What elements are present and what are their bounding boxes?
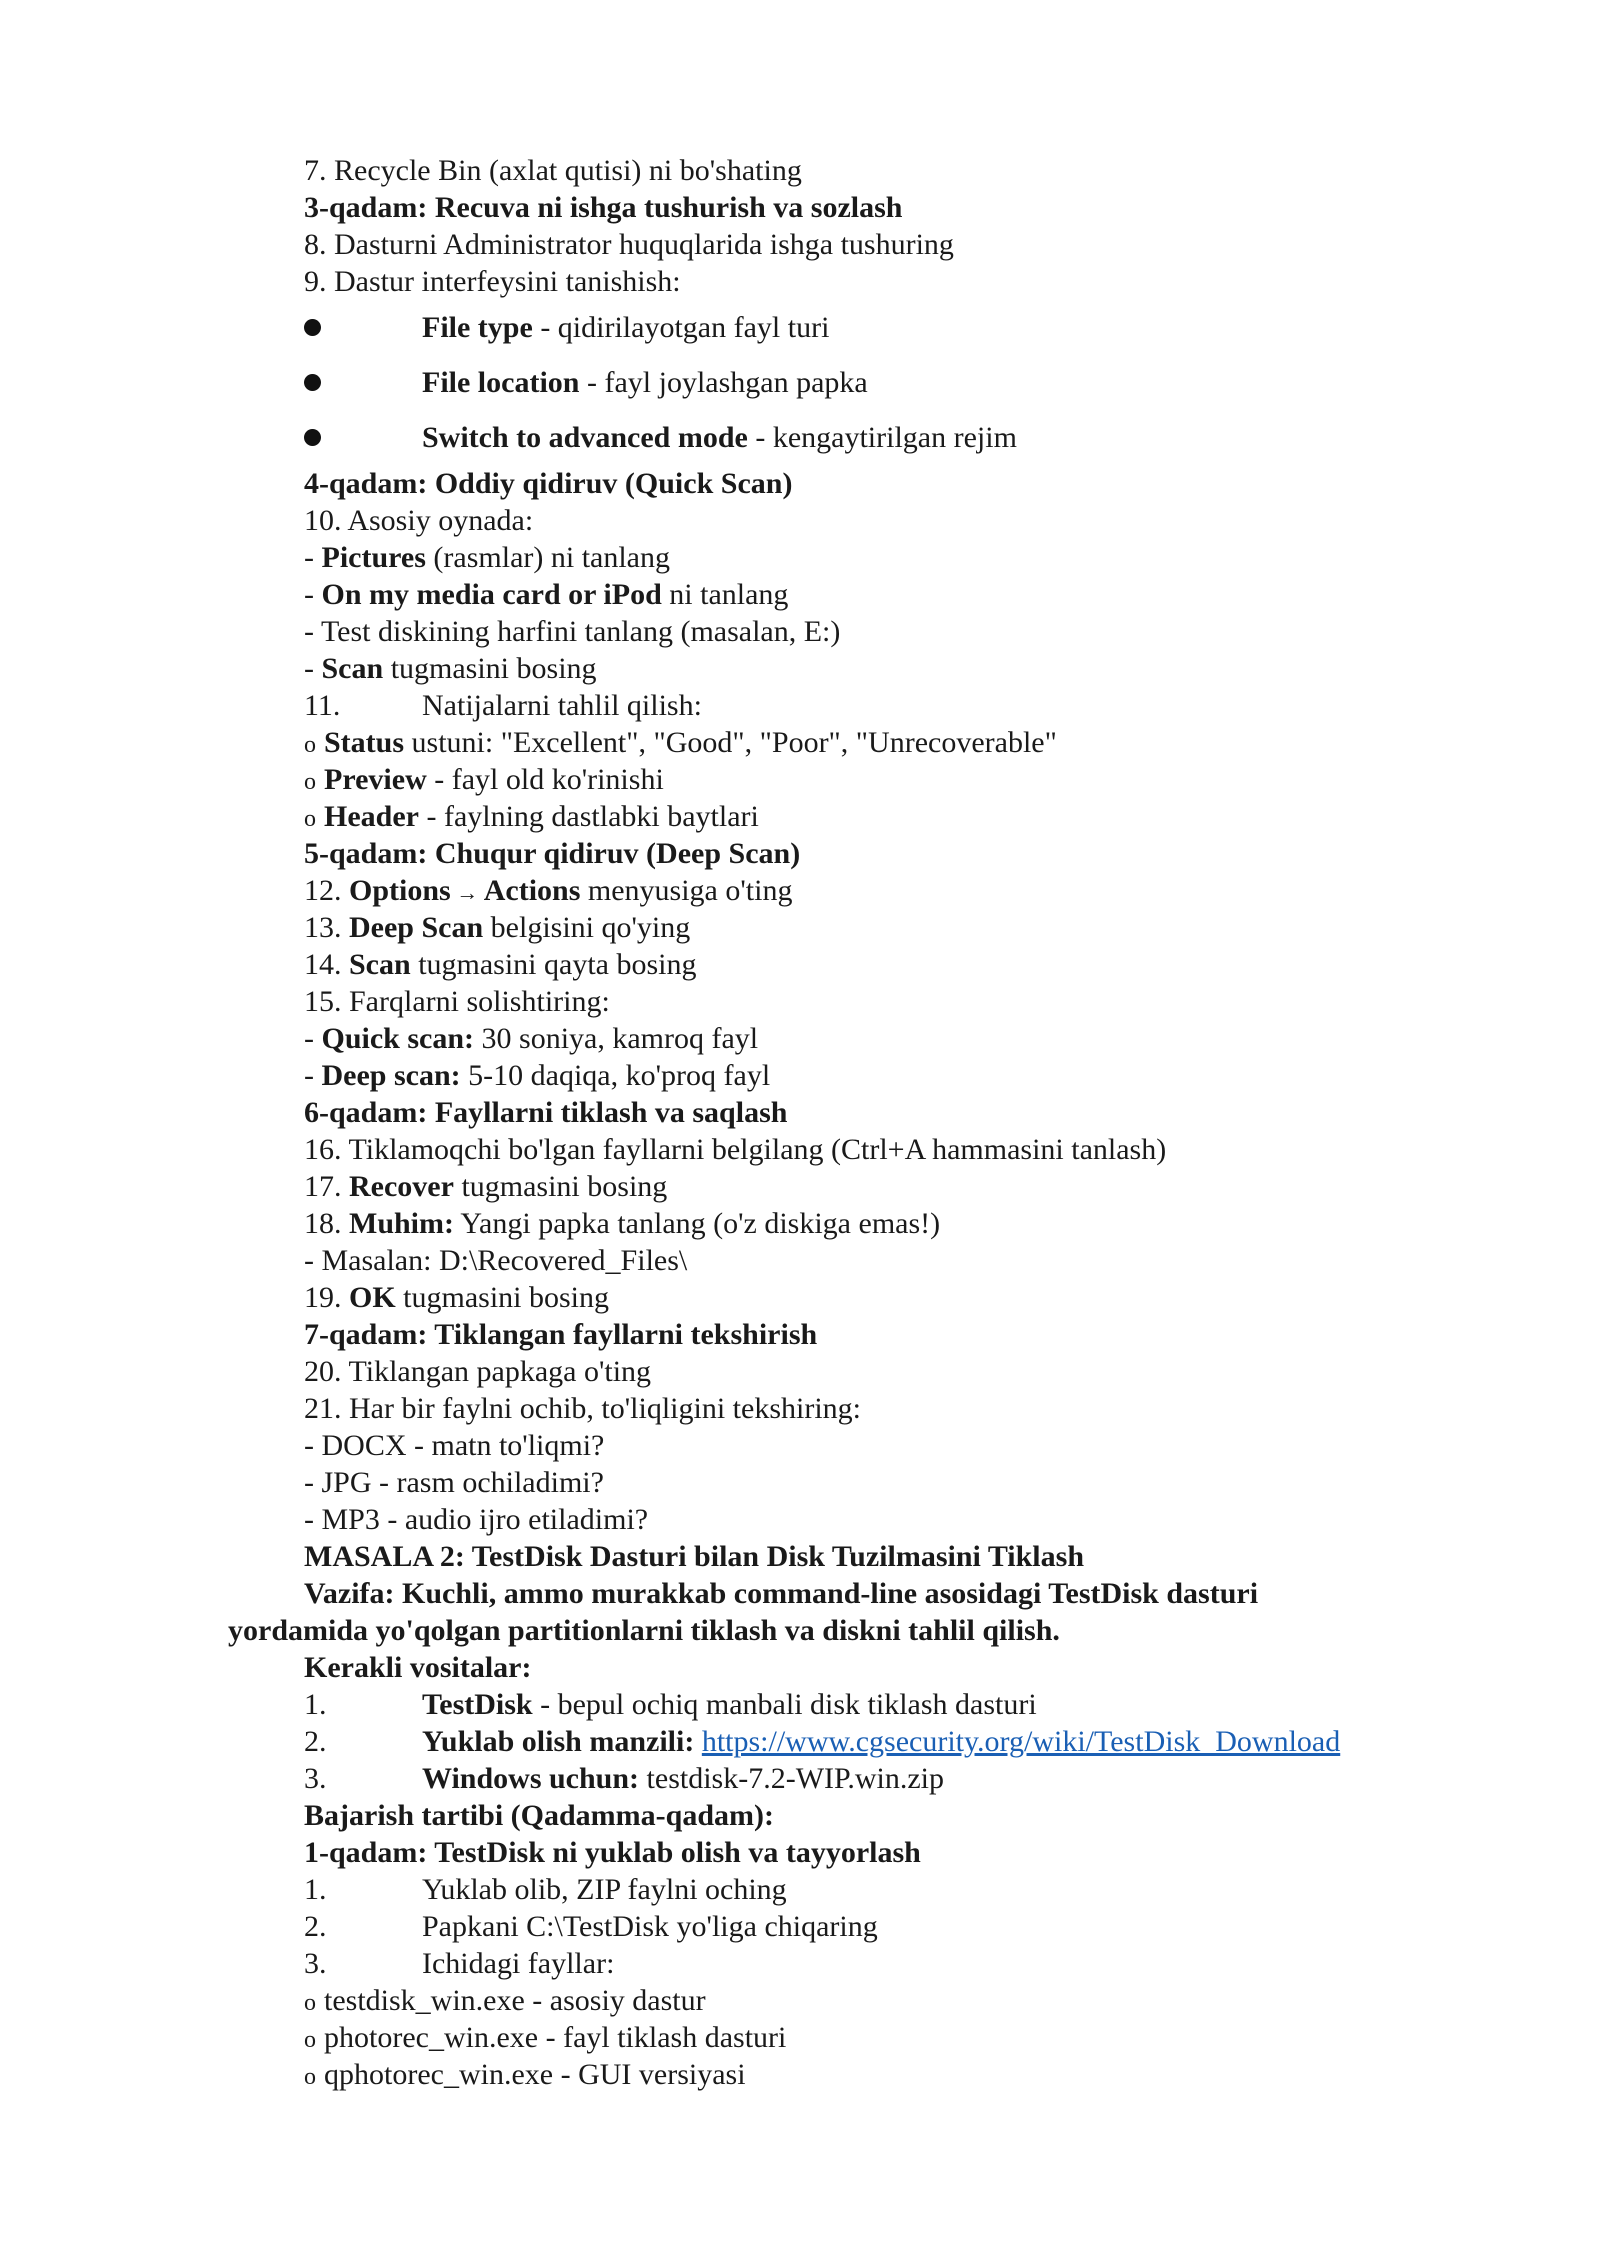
sub-step-1: 1. Yuklab olib, ZIP faylni oching: [304, 1873, 787, 1906]
step-18-line: 18. Muhim: Yangi papka tanlang (o'z diskiga emas!): [304, 1207, 941, 1240]
circle-bullet-icon: o: [304, 1990, 316, 2016]
check-docx: - DOCX - matn to'liqmi?: [304, 1429, 605, 1462]
sub-step-3: 3. Ichidagi fayllar:: [304, 1947, 615, 1980]
heading-step-3: 3-qadam: Recuva ni ishga tushurish va sozlash: [304, 191, 903, 224]
dash-media-card: - On my media card or iPod ni tanlang: [304, 578, 789, 611]
step-21-line: 21. Har bir faylni ochib, to'liqligini tekshiring:: [304, 1392, 861, 1425]
kerakli-vositalar-heading: Kerakli vositalar:: [304, 1651, 532, 1684]
step-9-line: 9. Dastur interfeysini tanishish:: [304, 265, 681, 298]
dash-pictures: - Pictures (rasmlar) ni tanlang: [304, 541, 670, 574]
step-13-line: 13. Deep Scan belgisini qo'ying: [304, 911, 691, 944]
step-11-line: 11. Natijalarni tahlil qilish:: [304, 689, 702, 722]
step-10-line: 10. Asosiy oynada:: [304, 504, 534, 537]
heading-step-4: 4-qadam: Oddiy qidiruv (Quick Scan): [304, 467, 793, 500]
bullet-file-type: File type - qidirilayotgan fayl turi: [304, 300, 1444, 355]
heading-step-5: 5-qadam: Chuqur qidiruv (Deep Scan): [304, 837, 801, 870]
file-item-qphotorec: o qphotorec_win.exe - GUI versiyasi: [304, 2056, 1444, 2093]
check-jpg: - JPG - rasm ochiladimi?: [304, 1466, 604, 1499]
vazifa-line-2: yordamida yo'qolgan partitionlarni tiklash va diskni tahlil qilish.: [228, 1614, 1060, 1647]
vazifa-line-1: Vazifa: Kuchli, ammo murakkab command-line asosidagi TestDisk dasturi: [304, 1577, 1259, 1610]
file-item-testdisk: o testdisk_win.exe - asosiy dastur: [304, 1982, 1444, 2019]
step-7-line: 7. Recycle Bin (axlat qutisi) ni bo'shating: [304, 154, 802, 187]
step-16-line: 16. Tiklamoqchi bo'lgan fayllarni belgilang (Ctrl+A hammasini tanlash): [304, 1133, 1167, 1166]
bullet-icon: [304, 429, 321, 446]
bullet-icon: [304, 319, 321, 336]
bullet-icon: [304, 374, 321, 391]
bullet-advanced-mode: Switch to advanced mode - kengaytirilgan rejim: [304, 410, 1444, 465]
tool-item-testdisk: 1. TestDisk - bepul ochiq manbali disk tiklash dasturi: [304, 1688, 1037, 1721]
dash-test-disk: - Test diskining harfini tanlang (masalan, E:): [304, 615, 841, 648]
sub-item-preview: o Preview - fayl old ko'rinishi: [304, 761, 1444, 798]
step-15-line: 15. Farqlarni solishtiring:: [304, 985, 610, 1018]
masala-2-heading: MASALA 2: TestDisk Dasturi bilan Disk Tuzilmasini Tiklash: [304, 1540, 1084, 1573]
sub-item-header: o Header - faylning dastlabki baytlari: [304, 798, 1444, 835]
circle-bullet-icon: o: [304, 806, 316, 832]
download-link[interactable]: https://www.cgsecurity.org/wiki/TestDisk_Download: [701, 1725, 1341, 1758]
heading-step-1: 1-qadam: TestDisk ni yuklab olish va tayyorlash: [304, 1836, 921, 1869]
step-17-line: 17. Recover tugmasini bosing: [304, 1170, 668, 1203]
arrow-right-icon: →: [450, 880, 484, 905]
circle-bullet-icon: o: [304, 769, 316, 795]
step-12-line: 12. Options → Actions menyusiga o'ting: [304, 874, 793, 907]
heading-step-7: 7-qadam: Tiklangan fayllarni tekshirish: [304, 1318, 818, 1351]
document-body: [228, 152, 1444, 2093]
circle-bullet-icon: o: [304, 2064, 316, 2090]
circle-bullet-icon: o: [304, 732, 316, 758]
heading-step-6: 6-qadam: Fayllarni tiklash va saqlash: [304, 1096, 788, 1129]
dash-scan: - Scan tugmasini bosing: [304, 652, 597, 685]
tool-item-windows: 3. Windows uchun: testdisk-7.2-WIP.win.zip: [304, 1762, 945, 1795]
step-8-line: 8. Dasturni Administrator huquqlarida ishga tushuring: [304, 228, 954, 261]
bullet-file-location: File location - fayl joylashgan papka: [304, 355, 1444, 410]
dash-quick-scan: - Quick scan: 30 soniya, kamroq fayl: [304, 1022, 759, 1055]
dash-deep-scan: - Deep scan: 5-10 daqiqa, ko'proq fayl: [304, 1059, 771, 1092]
step-14-line: 14. Scan tugmasini qayta bosing: [304, 948, 697, 981]
tool-item-download: 2. Yuklab olish manzili: https://www.cgsecurity.org/wiki/TestDisk_Download: [304, 1725, 1341, 1758]
step-19-line: 19. OK tugmasini bosing: [304, 1281, 610, 1314]
check-mp3: - MP3 - audio ijro etiladimi?: [304, 1503, 649, 1536]
bajarish-tartibi-heading: Bajarish tartibi (Qadamma-qadam):: [304, 1799, 774, 1832]
file-item-photorec: o photorec_win.exe - fayl tiklash dasturi: [304, 2019, 1444, 2056]
example-path-line: - Masalan: D:\Recovered_Files\: [304, 1244, 688, 1277]
circle-bullet-icon: o: [304, 2027, 316, 2053]
sub-item-status: o Status ustuni: "Excellent", "Good", "Poor", "Unrecoverable": [304, 724, 1444, 761]
sub-step-2: 2. Papkani C:\TestDisk yo'liga chiqaring: [304, 1910, 878, 1943]
step-20-line: 20. Tiklangan papkaga o'ting: [304, 1355, 652, 1388]
